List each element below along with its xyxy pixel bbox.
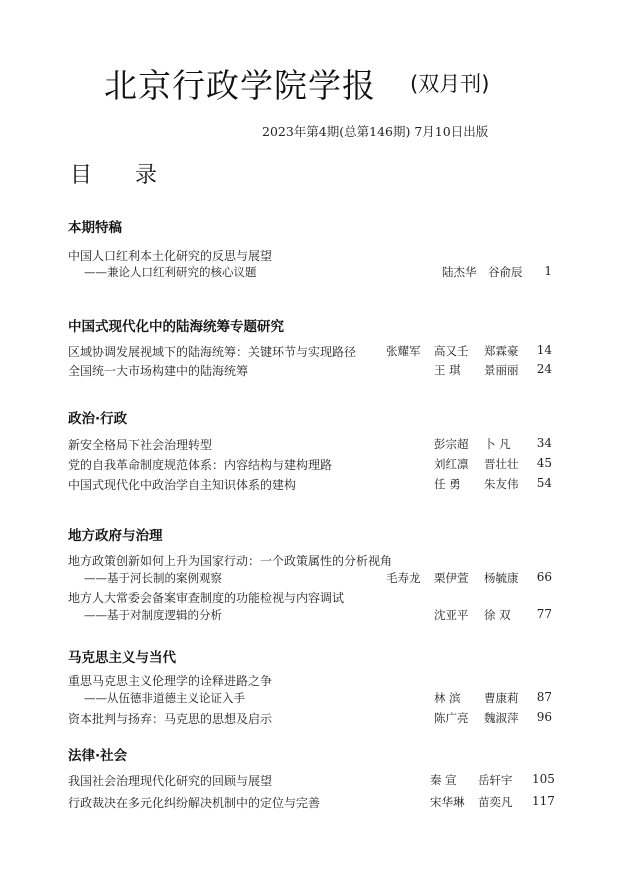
- article-title[interactable]: 新安全格局下社会治理转型: [68, 438, 213, 452]
- section-title: 政治·行政: [68, 411, 128, 427]
- page-number: 87: [536, 690, 552, 704]
- article-subtitle: ——从伍德非道德主义论证入手: [84, 691, 245, 705]
- author: 朱友伟: [484, 477, 519, 491]
- page-number: 66: [536, 570, 552, 584]
- article-subtitle: ——基于河长制的案例观察: [84, 571, 222, 585]
- journal-title: 北京行政学院学报: [104, 66, 376, 105]
- page-number: 54: [536, 476, 552, 490]
- article-title[interactable]: 全国统一大市场构建中的陆海统筹: [68, 364, 249, 378]
- author: 任 勇: [434, 477, 461, 491]
- article-subtitle: ——兼论人口红利研究的核心议题: [84, 265, 257, 279]
- page-number: 96: [536, 710, 552, 724]
- page-number: 117: [532, 794, 555, 808]
- author: 沈亚平: [434, 608, 469, 622]
- article-title[interactable]: 党的自我革命制度规范体系：内容结构与建构理路: [68, 458, 333, 472]
- author: 刘红凛: [434, 457, 469, 471]
- article-title[interactable]: 区域协调发展视域下的陆海统筹：关键环节与实现路径: [68, 345, 357, 359]
- author: 卜 凡: [484, 437, 511, 451]
- author: 魏淑萍: [484, 711, 519, 725]
- author: 曹康莉: [484, 691, 519, 705]
- page-number: 105: [532, 772, 555, 786]
- article-title[interactable]: 重思马克思主义伦理学的诠释进路之争: [68, 674, 273, 688]
- article-title[interactable]: 中国人口红利本土化研究的反思与展望: [68, 249, 273, 263]
- section-title: 法律·社会: [68, 748, 128, 764]
- author: 彭宗超: [434, 437, 469, 451]
- section-title: 中国式现代化中的陆海统筹专题研究: [68, 319, 284, 335]
- page-number: 24: [536, 362, 552, 376]
- author: 景丽丽: [484, 363, 519, 377]
- author: 苗奕凡: [478, 795, 513, 809]
- author: 徐 双: [484, 608, 511, 622]
- toc-heading: 目 录: [70, 163, 175, 188]
- author: 晋壮壮: [484, 457, 519, 471]
- author: 陆杰华: [442, 265, 477, 279]
- author: 杨毓康: [484, 571, 519, 585]
- section-title: 地方政府与治理: [68, 528, 163, 544]
- section-title: 本期特稿: [68, 220, 122, 236]
- journal-subtitle: (双月刊): [410, 72, 490, 96]
- section-title: 马克思主义与当代: [68, 650, 176, 666]
- author: 栗伊萱: [434, 571, 469, 585]
- author: 毛寿龙: [386, 571, 421, 585]
- author: 张耀军: [386, 344, 421, 358]
- article-title[interactable]: 资本批判与扬弃：马克思的思想及启示: [68, 712, 273, 726]
- page-number: 34: [536, 436, 552, 450]
- page-number: 45: [536, 456, 552, 470]
- article-title[interactable]: 行政裁决在多元化纠纷解决机制中的定位与完善: [68, 796, 321, 810]
- author: 王 琪: [434, 363, 461, 377]
- article-title[interactable]: 地方人大常委会备案审查制度的功能检视与内容调试: [68, 591, 345, 605]
- article-subtitle: ——基于对制度逻辑的分析: [84, 608, 222, 622]
- author: 林 滨: [434, 691, 461, 705]
- author: 郑霖豪: [484, 344, 519, 358]
- page-number: 77: [536, 607, 552, 621]
- author: 谷俞辰: [488, 265, 523, 279]
- author: 高又壬: [434, 344, 469, 358]
- page-number: 14: [536, 343, 552, 357]
- article-title[interactable]: 中国式现代化中政治学自主知识体系的建构: [68, 478, 297, 492]
- page-number: 1: [544, 264, 552, 278]
- article-title[interactable]: 地方政策创新如何上升为国家行动：一个政策属性的分析视角: [68, 554, 393, 568]
- author: 岳轩宇: [478, 773, 513, 787]
- article-title[interactable]: 我国社会治理现代化研究的回顾与展望: [68, 774, 273, 788]
- author: 陈广亮: [434, 711, 469, 725]
- author: 宋华琳: [430, 795, 465, 809]
- issue-info: 2023年第4期(总第146期) 7月10日出版: [262, 124, 489, 139]
- author: 秦 宣: [430, 773, 457, 787]
